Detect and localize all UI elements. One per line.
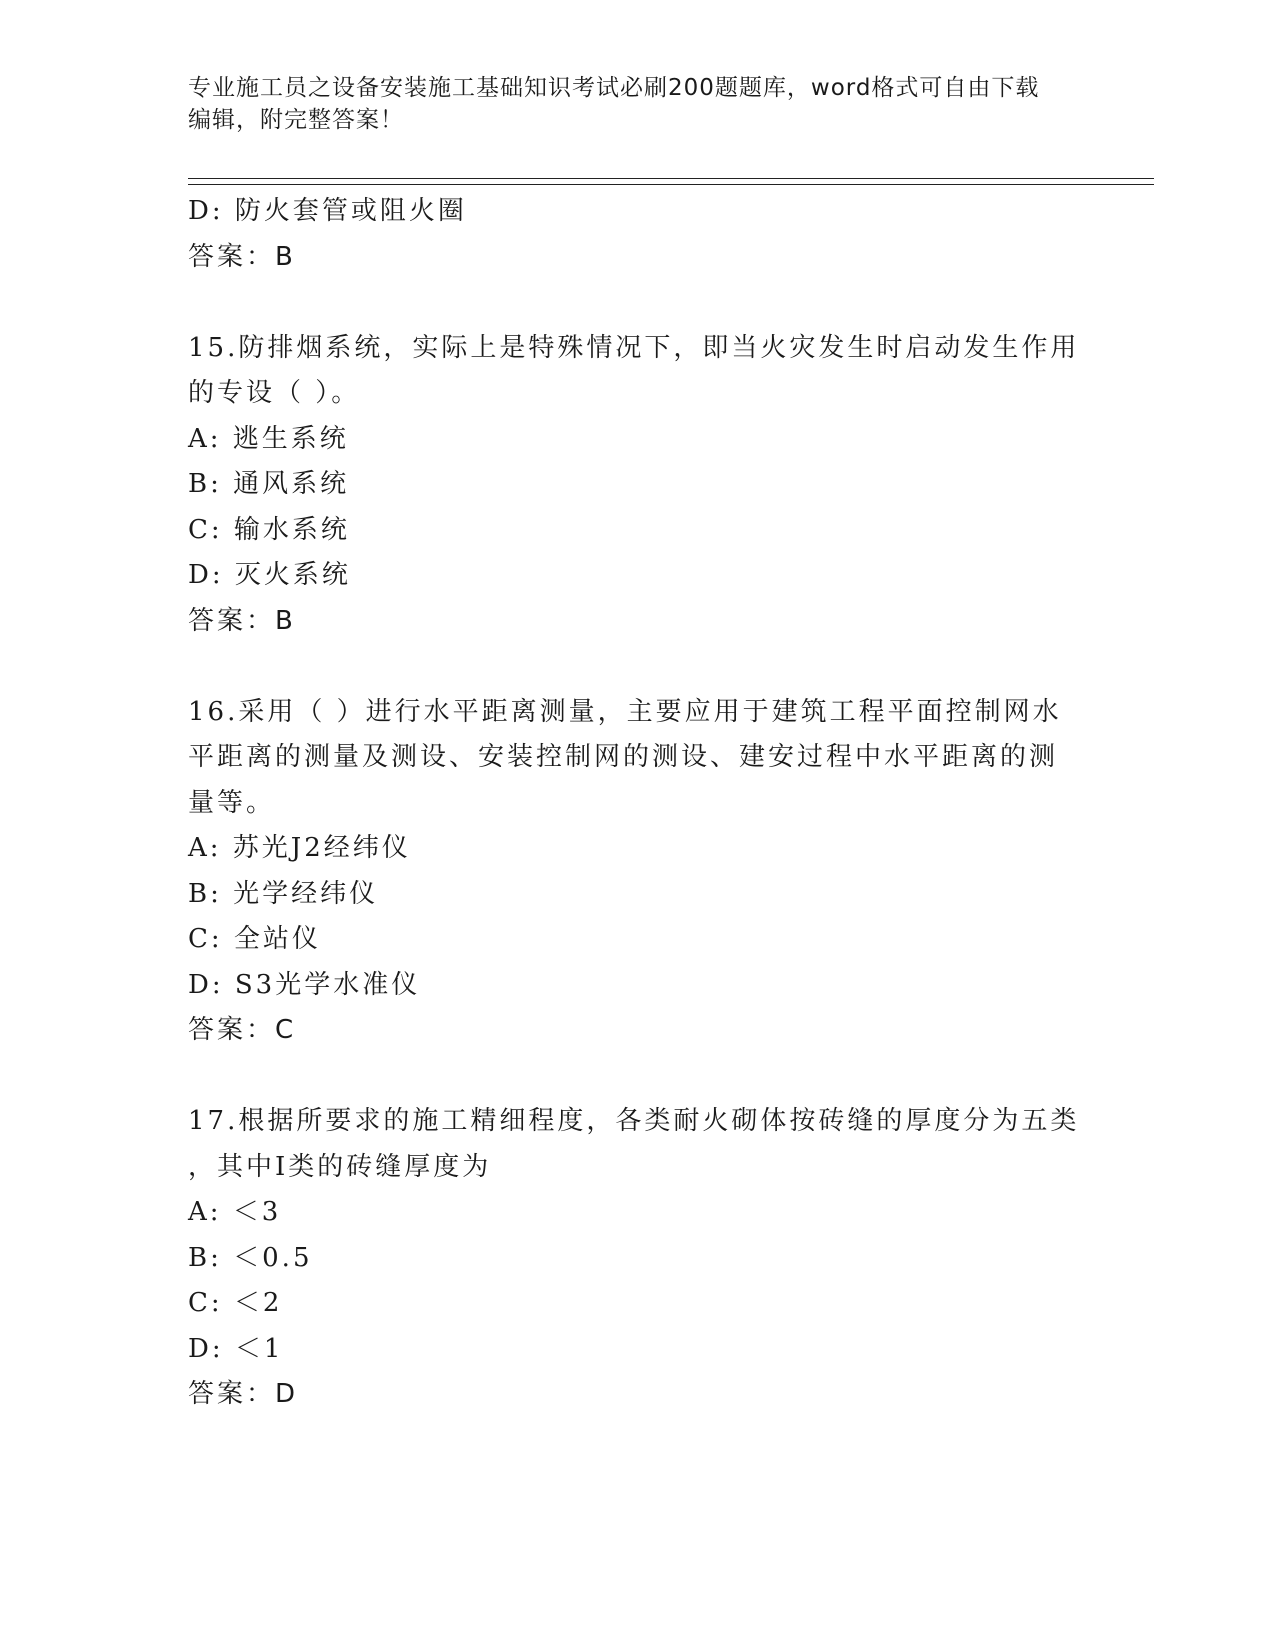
question-stem-line: 16.采用（ ）进行水平距离测量，主要应用于建筑工程平面控制网水	[188, 696, 1062, 727]
document-header	[188, 72, 1088, 136]
question-stem-line: 量等。	[188, 787, 276, 818]
question-stem-line: 15.防排烟系统，实际上是特殊情况下，即当火灾发生时启动发生作用	[188, 332, 1080, 363]
question-16	[188, 690, 1088, 1054]
option-d: D: 灭火系统	[188, 560, 351, 590]
answer-line: 答案：B	[188, 241, 296, 272]
answer-line: 答案：C	[188, 1015, 297, 1045]
option-a: A: 逃生系统	[188, 423, 349, 454]
option-a: A: 苏光J2经纬仪	[188, 833, 411, 863]
header-title-line-1: 专业施工员之设备安装施工基础知识考试必刷200题题库，word格式可自由下载	[188, 75, 1040, 101]
question-list	[188, 189, 1088, 1418]
question-17	[188, 1099, 1088, 1418]
question-stem-line: 17.根据所要求的施工精细程度，各类耐火砌体按砖缝的厚度分为五类	[188, 1106, 1080, 1136]
answer-line: 答案：B	[188, 605, 296, 636]
option-d: D: 防火套管或阻火圈	[188, 196, 467, 226]
option-b: B: 通风系统	[188, 469, 350, 499]
header-title-line-2: 编辑，附完整答案！	[188, 107, 404, 133]
option-a: A: ＜3	[188, 1197, 282, 1227]
header-double-rule	[188, 178, 1154, 185]
question-stem-line: ，其中I类的砖缝厚度为	[188, 1151, 492, 1182]
option-c: C: ＜2	[188, 1288, 283, 1318]
option-d: D: ＜1	[188, 1333, 284, 1364]
option-b: B: ＜0.5	[188, 1242, 313, 1273]
option-b: B: 光学经纬仪	[188, 878, 379, 909]
spacer	[188, 280, 1088, 326]
option-c: C: 全站仪	[188, 924, 321, 954]
question-stem-line: 的专设（ ）。	[188, 378, 361, 408]
question-stem-line: 平距离的测量及测设、安装控制网的测设、建安过程中水平距离的测	[188, 742, 1059, 772]
question-15	[188, 326, 1088, 645]
answer-line: 答案：D	[188, 1379, 299, 1409]
option-d: D: S3光学水准仪	[188, 969, 421, 1000]
option-c: C: 输水系统	[188, 514, 350, 545]
question-14-tail	[188, 189, 1088, 280]
spacer	[188, 1054, 1088, 1100]
spacer	[188, 644, 1088, 690]
